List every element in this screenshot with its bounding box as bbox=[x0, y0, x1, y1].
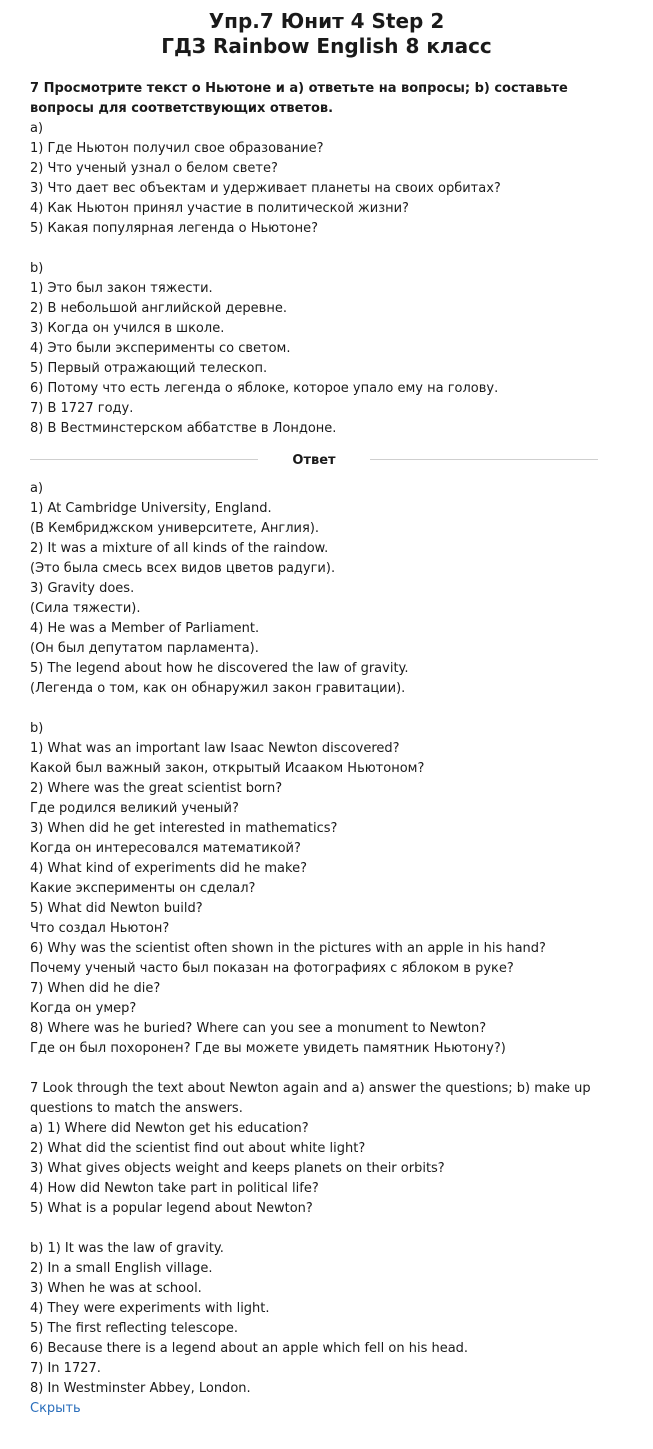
list-item: 5) What is a popular legend about Newton? bbox=[30, 1201, 313, 1216]
task-part-b-list bbox=[30, 279, 633, 439]
list-item: 6) Why was the scientist often shown in the pictures with an apple in his hand? bbox=[30, 941, 546, 956]
list-item: 1) Это был закон тяжести. bbox=[30, 281, 213, 296]
spacer bbox=[30, 1219, 633, 1239]
list-item: (В Кембриджском университете, Англия). bbox=[30, 521, 320, 536]
answer-part-b-list bbox=[30, 739, 633, 1059]
list-item: 1) What was an important law Isaac Newton discovered? bbox=[30, 741, 400, 756]
answer-divider-label: Ответ bbox=[292, 453, 336, 468]
answer-part-a-list bbox=[30, 499, 633, 699]
list-item: 2) It was a mixture of all kinds of the raindow. bbox=[30, 541, 329, 556]
list-item: 4) How did Newton take part in political life? bbox=[30, 1181, 319, 1196]
spacer bbox=[30, 239, 633, 259]
list-item: Когда он умер? bbox=[30, 1001, 137, 1016]
list-item: 4) They were experiments with light. bbox=[30, 1301, 270, 1316]
list-item: b) 1) It was the law of gravity. bbox=[30, 1241, 224, 1256]
list-item: 2) What did the scientist find out about white light? bbox=[30, 1141, 366, 1156]
answer-part-a-label: а) bbox=[30, 481, 44, 496]
page-title-line1: Упр.7 Юнит 4 Step 2 bbox=[208, 9, 445, 33]
answer-divider bbox=[30, 449, 598, 469]
list-item: 3) Когда он учился в школе. bbox=[30, 321, 225, 336]
list-item: 5) Первый отражающий телескоп. bbox=[30, 361, 268, 376]
list-item: Где он был похоронен? Где вы можете увидеть памятник Ньютону?) bbox=[30, 1041, 506, 1056]
english-part-b-list bbox=[30, 1239, 633, 1399]
list-item: (Он был депутатом парламента). bbox=[30, 641, 259, 656]
list-item: 6) Because there is a legend about an apple which fell on his head. bbox=[30, 1341, 469, 1356]
task-part-b-label: b) bbox=[30, 261, 44, 276]
page-title bbox=[0, 0, 653, 59]
list-item: 5) The legend about how he discovered the law of gravity. bbox=[30, 661, 409, 676]
list-item: 7) When did he die? bbox=[30, 981, 161, 996]
list-item: 3) Gravity does. bbox=[30, 581, 135, 596]
list-item: 7) In 1727. bbox=[30, 1361, 101, 1376]
list-item: Какие эксперименты он сделал? bbox=[30, 881, 256, 896]
english-task-heading: 7 Look through the text about Newton again and a) answer the questions; b) make up questions to match the answers. bbox=[30, 1081, 591, 1116]
list-item: Где родился великий ученый? bbox=[30, 801, 239, 816]
list-item: 2) В небольшой английской деревне. bbox=[30, 301, 287, 316]
hide-answer-link[interactable]: Скрыть bbox=[30, 1401, 81, 1416]
list-item: 8) Where was he buried? Where can you see a monument to Newton? bbox=[30, 1021, 487, 1036]
spacer bbox=[30, 1059, 633, 1079]
spacer bbox=[30, 699, 633, 719]
english-part-a-list bbox=[30, 1119, 633, 1219]
list-item: 2) Что ученый узнал о белом свете? bbox=[30, 161, 278, 176]
list-item: 4) Это были эксперименты со светом. bbox=[30, 341, 291, 356]
list-item: a) 1) Where did Newton get his education? bbox=[30, 1121, 309, 1136]
list-item: 5) What did Newton build? bbox=[30, 901, 203, 916]
list-item: 7) В 1727 году. bbox=[30, 401, 134, 416]
list-item: 2) Where was the great scientist born? bbox=[30, 781, 283, 796]
page-content bbox=[30, 79, 633, 1419]
list-item: 2) In a small English village. bbox=[30, 1261, 213, 1276]
list-item: (Легенда о том, как он обнаружил закон гравитации). bbox=[30, 681, 406, 696]
list-item: 4) What kind of experiments did he make? bbox=[30, 861, 307, 876]
list-item: 1) At Cambridge University, England. bbox=[30, 501, 272, 516]
list-item: Почему ученый часто был показан на фотографиях с яблоком в руке? bbox=[30, 961, 514, 976]
list-item: 4) He was a Member of Parliament. bbox=[30, 621, 260, 636]
list-item: Когда он интересовался математикой? bbox=[30, 841, 301, 856]
list-item: 4) Как Ньютон принял участие в политической жизни? bbox=[30, 201, 409, 216]
list-item: 3) When did he get interested in mathematics? bbox=[30, 821, 338, 836]
list-item: 1) Где Ньютон получил свое образование? bbox=[30, 141, 324, 156]
list-item: 5) Какая популярная легенда о Ньютоне? bbox=[30, 221, 318, 236]
list-item: 5) The first reflecting telescope. bbox=[30, 1321, 239, 1336]
task-part-a-label: а) bbox=[30, 121, 44, 136]
divider-rule-right bbox=[370, 459, 598, 460]
list-item: (Сила тяжести). bbox=[30, 601, 141, 616]
list-item: Что создал Ньютон? bbox=[30, 921, 170, 936]
task-part-a-list bbox=[30, 139, 633, 239]
list-item: 8) В Вестминстерском аббатстве в Лондоне. bbox=[30, 421, 337, 436]
page-title-line2: ГДЗ Rainbow English 8 класс bbox=[161, 34, 492, 58]
list-item: 3) When he was at school. bbox=[30, 1281, 202, 1296]
list-item: 3) Что дает вес объектам и удерживает планеты на своих орбитах? bbox=[30, 181, 501, 196]
list-item: Какой был важный закон, открытый Исааком Ньютоном? bbox=[30, 761, 425, 776]
task-heading: 7 Просмотрите текст о Ньютоне и а) ответьте на вопросы; b) составьте вопросы для соответствующих ответов. bbox=[30, 81, 568, 116]
list-item: (Это была смесь всех видов цветов радуги). bbox=[30, 561, 336, 576]
list-item: 6) Потому что есть легенда о яблоке, которое упало ему на голову. bbox=[30, 381, 499, 396]
answer-part-b-label: b) bbox=[30, 721, 44, 736]
list-item: 3) What gives objects weight and keeps planets on their orbits? bbox=[30, 1161, 445, 1176]
divider-rule-left bbox=[30, 459, 258, 460]
list-item: 8) In Westminster Abbey, London. bbox=[30, 1381, 251, 1396]
